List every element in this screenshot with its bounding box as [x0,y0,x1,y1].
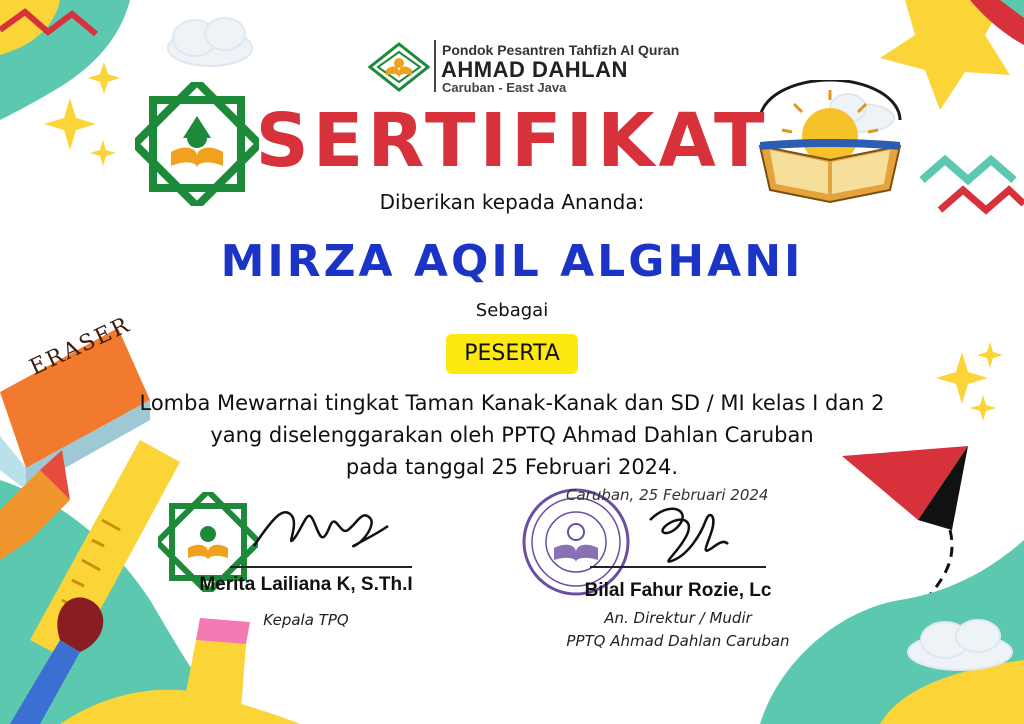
eraser-label: ERASER [26,312,135,381]
institution-name: AHMAD DAHLAN [441,57,628,82]
role-badge: PESERTA [446,334,578,374]
recipient-name: MIRZA AQIL ALGHANI [220,236,804,287]
signature-right [640,500,730,580]
place-date: Caruban, 25 Februari 2024 [566,486,769,504]
signature-line-right [590,566,766,568]
institution-subtitle: Pondok Pesantren Tahfizh Al Quran [442,42,680,58]
signatory-name-left: Merita Lailiana K, S.Th.I [199,574,413,595]
sparkle-icon [977,342,1003,368]
institution-logo [368,42,430,92]
description-line-2: yang diselenggarakan oleh PPTQ Ahmad Dahlan Caruban [210,423,814,447]
sparkle-icon [88,62,120,94]
signature-line-left [230,566,412,568]
description-line-1: Lomba Mewarnai tingkat Taman Kanak-Kanak dan SD / MI kelas I dan 2 [139,391,885,415]
signatory-role-left: Kepala TPQ [263,611,349,629]
header-divider [434,40,436,92]
given-to-label: Diberikan kepada Ananda: [379,190,645,214]
description-line-3: pada tanggal 25 Februari 2024. [345,455,679,479]
signatory-name-right: Bilal Fahur Rozie, Lc [584,580,772,601]
signature-left [244,496,394,566]
as-label: Sebagai [475,300,549,321]
certificate-title: SERTIFIKAT [255,98,769,184]
highlighter-icon [180,618,250,724]
institution-location: Caruban - East Java [442,80,567,95]
signatory-role-right: An. Direktur / Mudir [604,609,752,627]
cloud-icon [168,18,252,66]
signatory-org-right: PPTQ Ahmad Dahlan Caruban [566,632,790,650]
